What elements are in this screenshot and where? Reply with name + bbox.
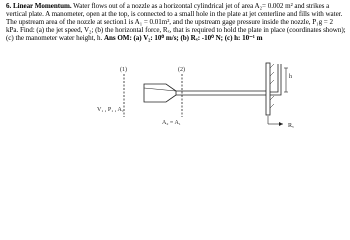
force-arrow-head — [279, 122, 283, 126]
nozzle-body — [144, 84, 176, 102]
problem-title: Linear Momentum. — [12, 2, 72, 10]
answers-label: Ans OM: — [103, 34, 132, 43]
manometer-tube-outer — [270, 64, 281, 95]
force-label: Rₓ — [288, 123, 294, 129]
section-1-label: (1) — [120, 67, 127, 73]
manometer-tube-inner — [270, 64, 278, 92]
inlet-label: V₁ , P₁ , A₁ — [97, 107, 124, 113]
answers-text: (a) V₂: 10⁰ m/s; (b) Rₓ: -10⁰ N; (c) h: 10⁻¹ m — [133, 34, 263, 43]
problem-statement: Water flows out of a nozzle as a horizontal cylindrical jet of area A₂= 0.002 m² and strikes a vertical plate. A manometer, open at the top, is connected to a small hole in the plate at jet centerline and fills with water. The upstream area of the nozzle at section1 is A₁ = 0.01m², and the upstream gage pressure inside the nozzle, P₁g = 2 kPa. Find: (a) the jet speed, V₂; (b) the horizontal force, Rₓ, that is required to hold the plate in place (coordinates shown); (c) the manometer water height, h. — [6, 2, 346, 43]
problem-number: 6. — [6, 2, 12, 10]
nozzle-inner-top — [144, 88, 176, 91]
height-label: h — [289, 74, 292, 80]
outlet-label: A₂ = A₁ — [162, 120, 181, 126]
section-2-label: (2) — [178, 67, 185, 73]
vertical-plate — [266, 63, 270, 115]
